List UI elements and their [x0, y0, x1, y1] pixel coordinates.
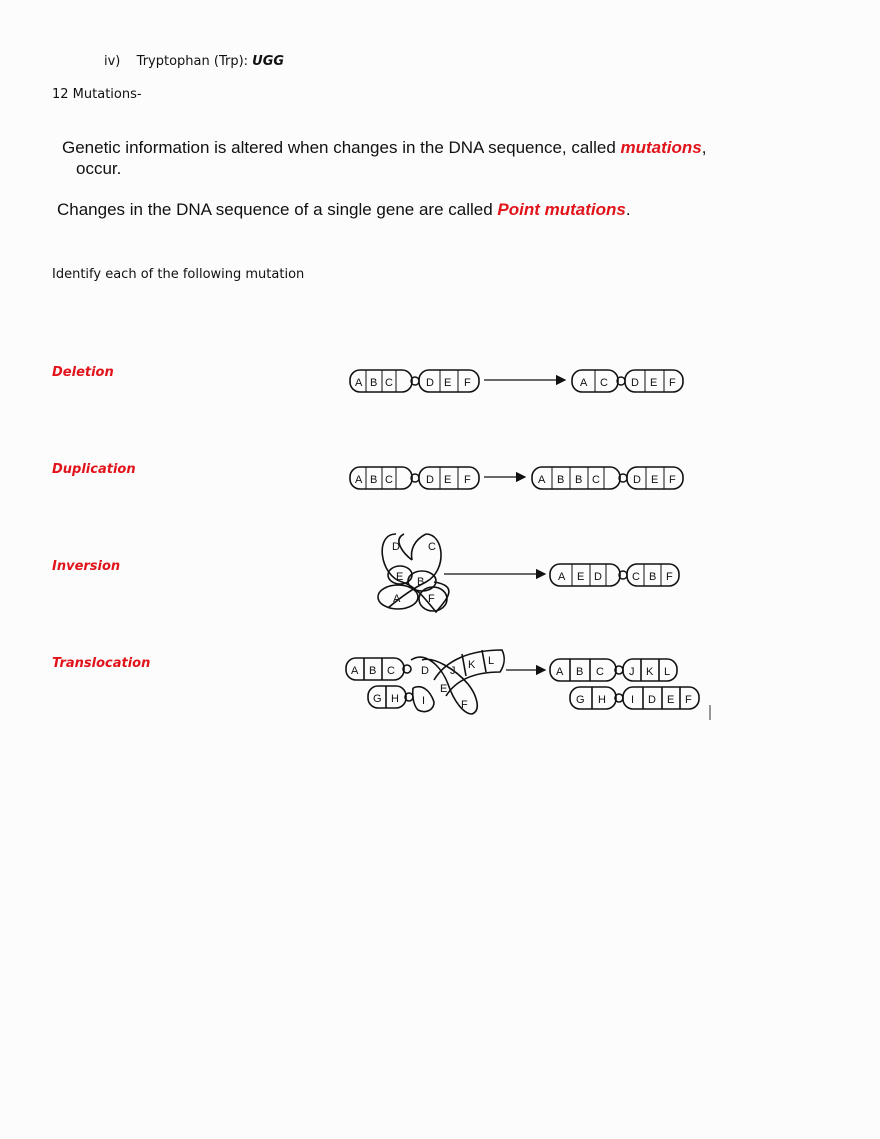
deletion-after-f: F: [669, 377, 676, 389]
deletion-after-a: A: [580, 377, 588, 389]
deletion-before-b: B: [370, 377, 378, 389]
duplication-before-c: C: [385, 474, 393, 486]
duplication-after-a: A: [538, 474, 546, 486]
translocation-before-b: B: [369, 665, 377, 677]
translocation-before-c: C: [387, 665, 395, 677]
translocation-after-l: L: [664, 666, 671, 678]
inversion-before-a: A: [393, 593, 401, 605]
translocation-after-k: K: [646, 666, 654, 678]
inversion-after-c: C: [632, 571, 640, 583]
deletion-before-a: A: [355, 377, 363, 389]
inversion-before: [378, 534, 449, 612]
translocation-before-e: E: [440, 683, 448, 695]
point-mutations-term: Point mutations: [497, 200, 626, 219]
inversion-before-e: E: [396, 571, 404, 583]
label-duplication: Duplication: [52, 462, 136, 477]
translocation-before: [346, 650, 504, 714]
duplication-before-e: E: [444, 474, 452, 486]
translocation-before-k: K: [468, 659, 476, 671]
definition-tail-2: .: [625, 200, 631, 219]
duplication-before: [350, 467, 479, 489]
inversion-before-b: B: [417, 576, 425, 588]
definition-tail: ,: [701, 138, 707, 157]
definition-text-2: Changes in the DNA sequence of a single gene are called: [57, 200, 493, 219]
mutations-term: mutations: [620, 138, 702, 157]
duplication-after-f: F: [669, 474, 676, 486]
translocation-after-c: C: [596, 666, 604, 678]
mutation-diagrams: [330, 350, 730, 730]
codon-label: Tryptophan (Trp):: [136, 54, 249, 69]
duplication-before-a: A: [355, 474, 363, 486]
duplication-after-d: D: [633, 474, 641, 486]
translocation-after-i: I: [631, 694, 635, 706]
duplication-after-b2: B: [575, 474, 583, 486]
label-deletion: Deletion: [52, 365, 114, 380]
deletion-after: [572, 370, 683, 392]
translocation-after-d: D: [648, 694, 656, 706]
inversion-after: [550, 564, 679, 586]
translocation-before-f: F: [461, 699, 468, 711]
inversion-after-e: E: [577, 571, 585, 583]
translocation-after-labels: [556, 666, 692, 706]
duplication-before-f: F: [464, 474, 471, 486]
translocation-after-f: F: [685, 694, 692, 706]
translocation-before-g: G: [373, 693, 382, 705]
duplication-after-e: E: [651, 474, 659, 486]
translocation-before-a: A: [351, 665, 359, 677]
translocation-after: [550, 659, 699, 709]
deletion-after-d: D: [631, 377, 639, 389]
deletion-before-c: C: [385, 377, 393, 389]
duplication-after: [532, 467, 683, 489]
duplication-before-d: D: [426, 474, 434, 486]
translocation-before-labels: [351, 655, 494, 711]
translocation-before-d: D: [421, 665, 429, 677]
translocation-after-b: B: [576, 666, 584, 678]
definition-text: Genetic information is altered when changes in the DNA sequence, called: [62, 138, 616, 157]
duplication-before-b: B: [370, 474, 378, 486]
codon-line: [104, 54, 284, 69]
inversion-after-d: D: [594, 571, 602, 583]
inversion-after-b: B: [649, 571, 657, 583]
translocation-after-h: H: [598, 694, 606, 706]
list-marker: iv): [104, 54, 121, 69]
label-inversion: Inversion: [52, 559, 121, 574]
translocation-before-l: L: [488, 655, 495, 667]
inversion-before-c: C: [428, 541, 436, 553]
translocation-after-e: E: [667, 694, 675, 706]
inversion-after-a: A: [558, 571, 566, 583]
deletion-after-c: C: [600, 377, 608, 389]
section-title: 12 Mutations-: [52, 87, 142, 102]
inversion-after-f: F: [666, 571, 673, 583]
translocation-after-g: G: [576, 694, 585, 706]
translocation-before-h: H: [391, 693, 399, 705]
inversion-before-d: D: [392, 541, 400, 553]
inversion-before-f: F: [428, 593, 435, 605]
deletion-before: [350, 370, 479, 392]
label-translocation: Translocation: [52, 656, 151, 671]
deletion-before-e: E: [444, 377, 452, 389]
definition-continuation: occur.: [76, 159, 122, 178]
point-mutation-definition: [57, 200, 631, 220]
translocation-after-j: J: [629, 666, 635, 678]
translocation-before-j: J: [450, 665, 456, 677]
deletion-after-e: E: [650, 377, 658, 389]
duplication-after-c: C: [592, 474, 600, 486]
prompt: Identify each of the following mutation: [52, 267, 305, 282]
mutation-definition: [62, 138, 706, 158]
deletion-before-d: D: [426, 377, 434, 389]
translocation-before-i: I: [422, 695, 426, 707]
duplication-after-b1: B: [557, 474, 565, 486]
translocation-after-a: A: [556, 666, 564, 678]
deletion-before-f: F: [464, 377, 471, 389]
codon-value: UGG: [252, 54, 285, 69]
